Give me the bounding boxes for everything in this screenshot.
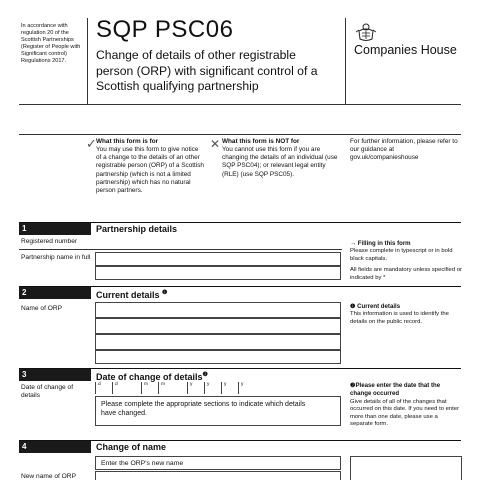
section2-number: 2: [19, 287, 91, 299]
date-letter: y: [241, 382, 244, 387]
orp-name-field-1[interactable]: [95, 302, 341, 318]
not-for-text: You cannot use this form if you are changing the details of an individual (use SQP PSC04); or relevant legal entity (RLE) (use SQP PSC05).: [222, 146, 338, 178]
crest-icon: [355, 22, 377, 42]
change-instruction: Please complete the appropriate sections to indicate which details have changed.: [101, 401, 306, 417]
header-divider-brand: [345, 18, 346, 104]
date-letter: d: [115, 382, 118, 387]
note-2-marker: ❷: [202, 372, 208, 378]
registered-number-label: Registered number: [21, 238, 78, 245]
section2-title-wrap: [96, 288, 167, 301]
date-field[interactable]: [95, 382, 245, 394]
section4-side-box: [350, 456, 462, 480]
side3-title: Please enter the date that the change occurred: [350, 382, 441, 398]
date-letter: m: [144, 382, 148, 387]
side2-text: This information is used to identify the details on the public record.: [350, 311, 449, 325]
date-letter: y: [224, 382, 227, 387]
section1-title: Partnership details: [96, 224, 178, 234]
check-icon: ✓: [86, 136, 97, 151]
section1-number: 1: [19, 223, 91, 235]
date-letter: d: [98, 382, 101, 387]
new-name-instruction: Enter the ORP's new name: [101, 460, 184, 467]
side1-text-1: Please complete in typescript or in bold black capitals.: [350, 248, 453, 262]
legal-note: In accordance with regulation 20 of the Scottish Partnerships (Register of People with Significant control) Regulations 2017.: [21, 23, 81, 64]
date-label: Date of change of details: [21, 384, 74, 400]
section3-side-note: [350, 382, 462, 428]
new-name-field[interactable]: [95, 471, 341, 480]
side3-text: Give details of all of the changes that occurred on this date. If you need to enter more than one date, please use a separate form.: [350, 398, 460, 428]
header-bottom-rule: [19, 104, 461, 105]
new-name-instruction-box: [95, 456, 341, 470]
change-instruction-box: [95, 396, 341, 426]
section2-side-note: [350, 303, 462, 326]
section3-title: Date of change of details: [96, 372, 203, 382]
cross-icon: ✕: [210, 137, 221, 151]
not-for-title: What this form is NOT for: [222, 138, 300, 145]
section4-title: Change of name: [96, 442, 167, 452]
partnership-name-label: Partnership name in full: [21, 254, 91, 261]
side1-text-2: All fields are mandatory unless specified or indicated by *: [350, 267, 462, 281]
brand-name: Companies House: [354, 43, 457, 57]
orp-name-field-2[interactable]: [95, 318, 341, 334]
side3-marker: ❷: [350, 382, 356, 389]
form-title: Change of details of other registrable person (ORP) with significant control of a Scottish qualifying partnership: [96, 48, 318, 93]
form-code: SQP PSC06: [96, 16, 234, 43]
date-letter: y: [207, 382, 210, 387]
partnership-name-field-2[interactable]: [95, 266, 341, 280]
section3-number: 3: [19, 369, 91, 381]
date-letter: y: [190, 382, 193, 387]
side1-title: Filling in this form: [357, 240, 411, 247]
header-divider-vertical: [87, 18, 88, 104]
for-title: What this form is for: [96, 138, 159, 145]
intro-top-rule: [19, 134, 461, 135]
section2-title: Current details: [96, 290, 160, 300]
orp-name-label: Name of ORP: [21, 305, 63, 312]
partnership-name-field-1[interactable]: [95, 252, 341, 266]
arrow-icon: →: [350, 240, 358, 247]
section4-number: 4: [19, 441, 91, 453]
side2-title: Current details: [357, 303, 401, 310]
new-name-label: New name of ORP: [21, 473, 76, 480]
note-1-marker: ❶: [162, 290, 168, 296]
side2-marker: ❶: [350, 303, 356, 310]
orp-name-field-4[interactable]: [95, 350, 341, 364]
section1-side-note: [350, 240, 462, 282]
for-text: You may use this form to give notice of a change to the details of an other registrable person (ORP) of a Scottish partnership (which is not a limited partnership) which has no natural person partners.: [96, 146, 204, 195]
orp-name-field-3[interactable]: [95, 334, 341, 350]
info-text: For further information, please refer to our guidance at gov.uk/companieshouse: [350, 138, 458, 162]
registered-number-field[interactable]: [95, 236, 220, 249]
date-letter: m: [161, 382, 165, 387]
reg-number-underline: [19, 249, 342, 250]
